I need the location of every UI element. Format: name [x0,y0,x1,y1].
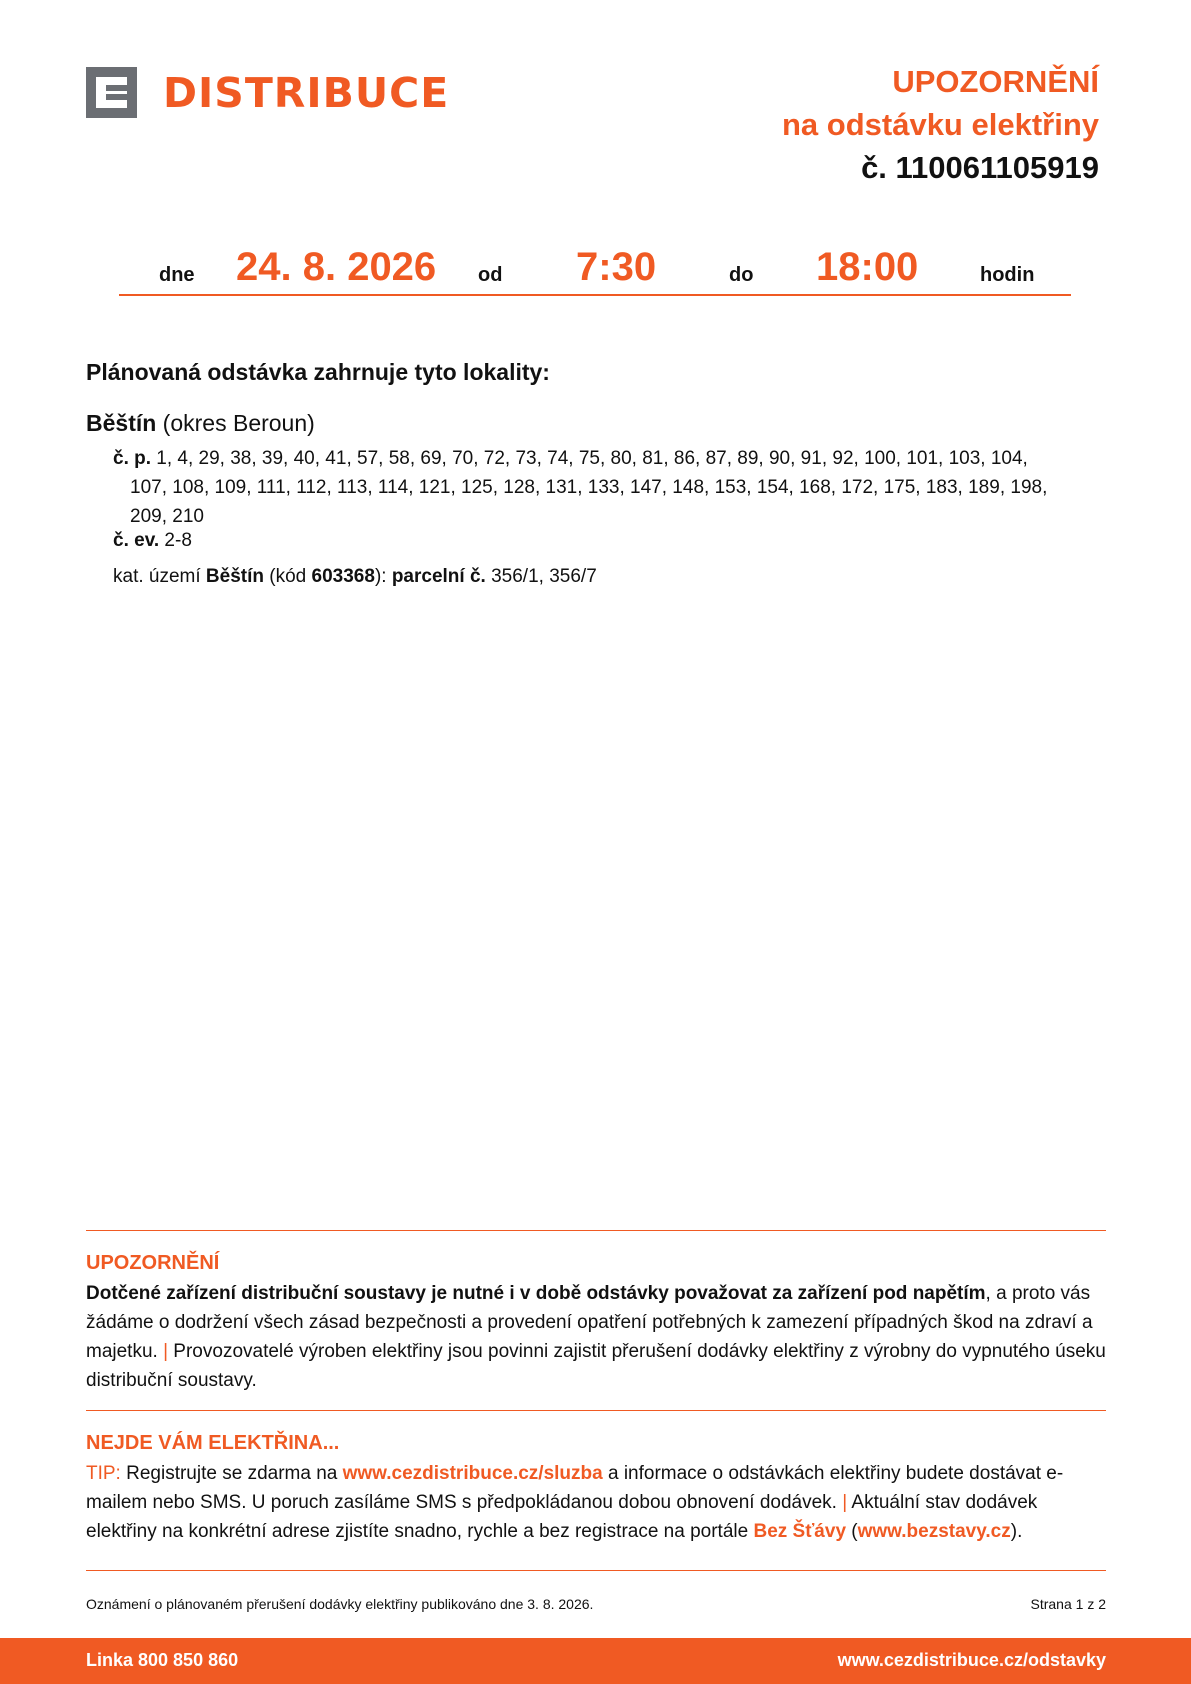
notice-number: č. 110061105919 [861,150,1099,185]
cp-label: č. p. [113,448,152,469]
divider [86,1230,1106,1231]
service-link[interactable]: www.cezdistribuce.cz/sluzba [342,1463,603,1484]
cp-values-2: 107, 108, 109, 111, 112, 113, 114, 121, 125, 128, 131, 133, 147, 148, 153, 154, 168, 172, 175, 183, 189, 198, [130,477,1048,498]
separator: | [163,1341,169,1362]
company-logo [86,67,449,118]
locality-name [86,410,315,437]
footer-bar [0,1638,1191,1684]
time-from: 7:30 [576,245,657,289]
parcel-values: 356/1, 356/7 [485,566,597,587]
cp-values-3: 209, 210 [130,506,204,527]
kat-code-suffix: ): [374,566,392,587]
tip-heading: NEJDE VÁM ELEKTŘINA... [86,1432,340,1454]
cadastral-info [113,566,597,588]
tip-text5: ). [1010,1521,1023,1542]
tip-text2: a informace o odstávkách elektřiny budete dostávat e-mailem nebo SMS. U poruch zasíláme SMS s předpokládanou dobou obnovení dodávek. [86,1463,1064,1513]
house-numbers [113,444,1108,531]
kat-code-prefix: (kód [264,566,312,587]
page-number: Strana 1 z 2 [1030,1596,1106,1612]
label-from: od [478,264,503,286]
cev-label: č. ev. [113,530,160,551]
parcel-label: parcelní č. [391,566,486,587]
separator: | [842,1492,848,1513]
kat-code: 603368 [311,566,375,587]
cev-values: 2-8 [159,530,192,551]
divider [86,1570,1106,1571]
notice-text1: , a proto vás žádáme o dodržení všech zásad bezpečnosti a provedení opatření potřebných k zamezení případných škod na zdraví a majetku. [86,1283,1093,1362]
bezstavy-link[interactable]: www.bezstavy.cz [857,1521,1011,1542]
notice-text [86,1279,1108,1395]
logo-text: DISTRIBUCE [163,68,450,117]
tip-text1: Registrujte se zdarma na [120,1463,343,1484]
title-line1: UPOZORNĚNÍ [892,64,1099,99]
localities-heading: Plánovaná odstávka zahrnuje tyto lokality: [86,359,550,385]
brand-name: Bez Šťávy [753,1521,847,1542]
label-day: dne [159,264,195,286]
published-note: Oznámení o plánovaném přerušení dodávky elektřiny publikováno dne 3. 8. 2026. [86,1596,594,1612]
kat-prefix: kat. území [113,566,206,587]
notice-heading: UPOZORNĚNÍ [86,1252,220,1274]
page-title [782,60,1099,189]
divider [86,1410,1106,1411]
tip-text [86,1459,1108,1546]
hotline[interactable]: Linka 800 850 860 [86,1650,239,1670]
cez-logo-icon [86,67,137,118]
registry-numbers [113,530,192,552]
label-to: do [729,264,754,286]
kat-name: Běštín [205,566,264,587]
notice-bold: Dotčené zařízení distribuční soustavy je nutné i v době odstávky považovat za zařízení pod napětím [86,1283,986,1304]
tip-text4: ( [846,1521,858,1542]
outage-date: 24. 8. 2026 [236,245,437,289]
notice-text2: Provozovatelé výroben elektřiny jsou povinni zajistit přerušení dodávky elektřiny z výrobny do vypnutého úseku distribuční soustavy. [86,1341,1106,1391]
date-underline [119,294,1071,296]
district: (okres Beroun) [156,410,315,436]
label-hours: hodin [980,264,1035,286]
tip-label: TIP: [86,1463,121,1484]
tip-text3: Aktuální stav dodávek elektřiny na konkrétní adrese zjistíte snadno, rychle a bez registrace na portále [86,1492,1038,1542]
municipality: Běštín [86,410,157,436]
outages-link[interactable]: www.cezdistribuce.cz/odstavky [837,1650,1106,1670]
cp-values-1: 1, 4, 29, 38, 39, 40, 41, 57, 58, 69, 70, 72, 73, 74, 75, 80, 81, 86, 87, 89, 90, 91, 92, 100, 101, 103, 104, [151,448,1028,469]
title-line2: na odstávku elektřiny [781,107,1099,142]
time-to: 18:00 [816,245,919,289]
